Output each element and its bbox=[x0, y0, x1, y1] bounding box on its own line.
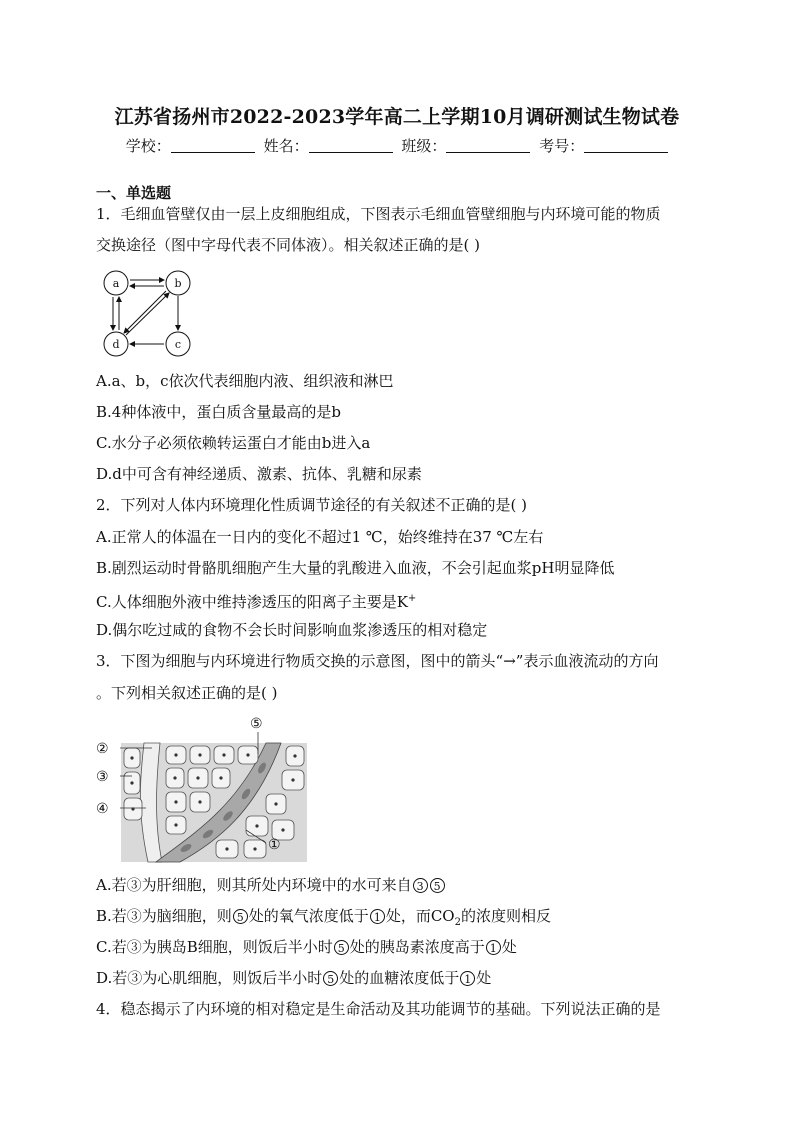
q3-option-b-text: 处的氧气浓度低于 bbox=[248, 907, 369, 925]
label-2: ② bbox=[96, 741, 109, 757]
q1-option-c[interactable]: C.水分子必须依赖转运蛋白才能由b进入a bbox=[96, 434, 371, 452]
q3-option-c-text: 处 bbox=[501, 938, 517, 956]
class-label: 班级： bbox=[401, 137, 447, 155]
q3-option-b-text: 处，而CO bbox=[385, 907, 455, 925]
circled-num: 1 bbox=[486, 940, 501, 955]
q1-option-b[interactable]: B.4种体液中，蛋白质含量最高的是b bbox=[96, 403, 341, 421]
exam-title: 江苏省扬州市2022-2023学年高二上学期10月调研测试生物试卷 bbox=[114, 106, 680, 128]
circled-num: 3 bbox=[413, 878, 428, 893]
q3-option-d[interactable] bbox=[96, 968, 700, 988]
class-blank[interactable] bbox=[446, 137, 530, 153]
q3-option-d-text: 处 bbox=[476, 969, 492, 987]
q3-option-b[interactable] bbox=[96, 906, 700, 933]
q2-option-b[interactable]: B.剧烈运动时骨骼肌细胞产生大量的乳酸进入血液，不会引起血浆pH明显降低 bbox=[96, 559, 615, 577]
class-field bbox=[401, 135, 530, 156]
q2-option-c[interactable] bbox=[96, 589, 700, 612]
label-5: ⑤ bbox=[250, 716, 263, 732]
exam-no-label: 考号： bbox=[539, 137, 585, 155]
node-c-label: c bbox=[174, 338, 182, 351]
q3-stem-line2: 。下列相关叙述正确的是( ) bbox=[96, 684, 278, 702]
q3-option-d-text: 处的血糖浓度低于 bbox=[339, 969, 460, 987]
q1-option-d[interactable]: D.d中可含有神经递质、激素、抗体、乳糖和尿素 bbox=[96, 465, 422, 483]
q3-stem-line1: 3．下图为细胞与内环境进行物质交换的示意图，图中的箭头“→”表示血液流动的方向 bbox=[96, 652, 659, 670]
circled-num: 5 bbox=[233, 909, 248, 924]
q3-option-a[interactable] bbox=[96, 875, 700, 895]
label-4: ④ bbox=[96, 801, 109, 817]
q1-stem-line2: 交换途径（图中字母代表不同体液）。相关叙述正确的是( ) bbox=[96, 236, 480, 254]
circled-num: 5 bbox=[334, 940, 349, 955]
exam-no-field bbox=[539, 135, 668, 156]
q3-option-b-text: 的浓度则相反 bbox=[460, 907, 551, 925]
q3-option-c-text: C.若③为胰岛B细胞，则饭后半小时 bbox=[96, 938, 333, 956]
label-1: ① bbox=[268, 837, 281, 853]
circled-num: 5 bbox=[323, 971, 338, 986]
q2-option-c-sup: + bbox=[407, 593, 417, 604]
q1-stem-line1: 1．毛细血管壁仅由一层上皮细胞组成，下图表示毛细血管壁细胞与内环境可能的物质 bbox=[96, 205, 661, 223]
circled-num: 1 bbox=[460, 971, 475, 986]
arrow-b-to-d bbox=[124, 291, 166, 333]
label-3: ③ bbox=[96, 769, 109, 785]
q3-option-a-text: A.若③为肝细胞，则其所处内环境中的水可来自 bbox=[96, 876, 412, 894]
q3-option-c[interactable] bbox=[96, 937, 700, 957]
circled-num: 1 bbox=[370, 909, 385, 924]
exam-no-blank[interactable] bbox=[584, 137, 668, 153]
name-blank[interactable] bbox=[309, 137, 393, 153]
q1-fluid-exchange-diagram bbox=[96, 266, 196, 360]
q4-stem-line1: 4．稳态揭示了内环境的相对稳定是生命活动及其功能调节的基础。下列说法正确的是 bbox=[96, 1000, 661, 1018]
q3-tissue-exchange-diagram bbox=[96, 712, 310, 864]
q3-option-c-text: 处的胰岛素浓度高于 bbox=[349, 938, 485, 956]
name-label: 姓名： bbox=[263, 137, 309, 155]
q2-stem-line1: 2．下列对人体内环境理化性质调节途径的有关叙述不正确的是( ) bbox=[96, 496, 528, 514]
arrow-d-to-b bbox=[126, 293, 169, 335]
q3-option-d-text: D.若③为心肌细胞，则饭后半小时 bbox=[96, 969, 323, 987]
school-field bbox=[126, 135, 255, 156]
q2-option-d[interactable]: D.偶尔吃过咸的食物不会长时间影响血浆渗透压的相对稳定 bbox=[96, 621, 488, 639]
school-label: 学校： bbox=[125, 137, 171, 155]
q3-option-b-text: B.若③为脑细胞，则 bbox=[96, 907, 232, 925]
circled-num: 5 bbox=[430, 878, 445, 893]
student-info-row bbox=[0, 135, 794, 156]
school-blank[interactable] bbox=[171, 137, 255, 153]
node-d-label: d bbox=[112, 338, 120, 351]
section-heading: 一、单选题 bbox=[96, 184, 172, 202]
subscript: 2 bbox=[454, 917, 461, 928]
node-b-label: b bbox=[174, 277, 182, 290]
name-field bbox=[264, 135, 393, 156]
q2-option-c-text: C.人体细胞外液中维持渗透压的阳离子主要是K bbox=[96, 593, 408, 611]
node-a-label: a bbox=[112, 277, 120, 290]
q2-option-a[interactable]: A.正常人的体温在一日内的变化不超过1 ℃，始终维持在37 ℃左右 bbox=[96, 528, 544, 546]
q1-option-a[interactable]: A.a、b，c依次代表细胞内液、组织液和淋巴 bbox=[96, 372, 394, 390]
